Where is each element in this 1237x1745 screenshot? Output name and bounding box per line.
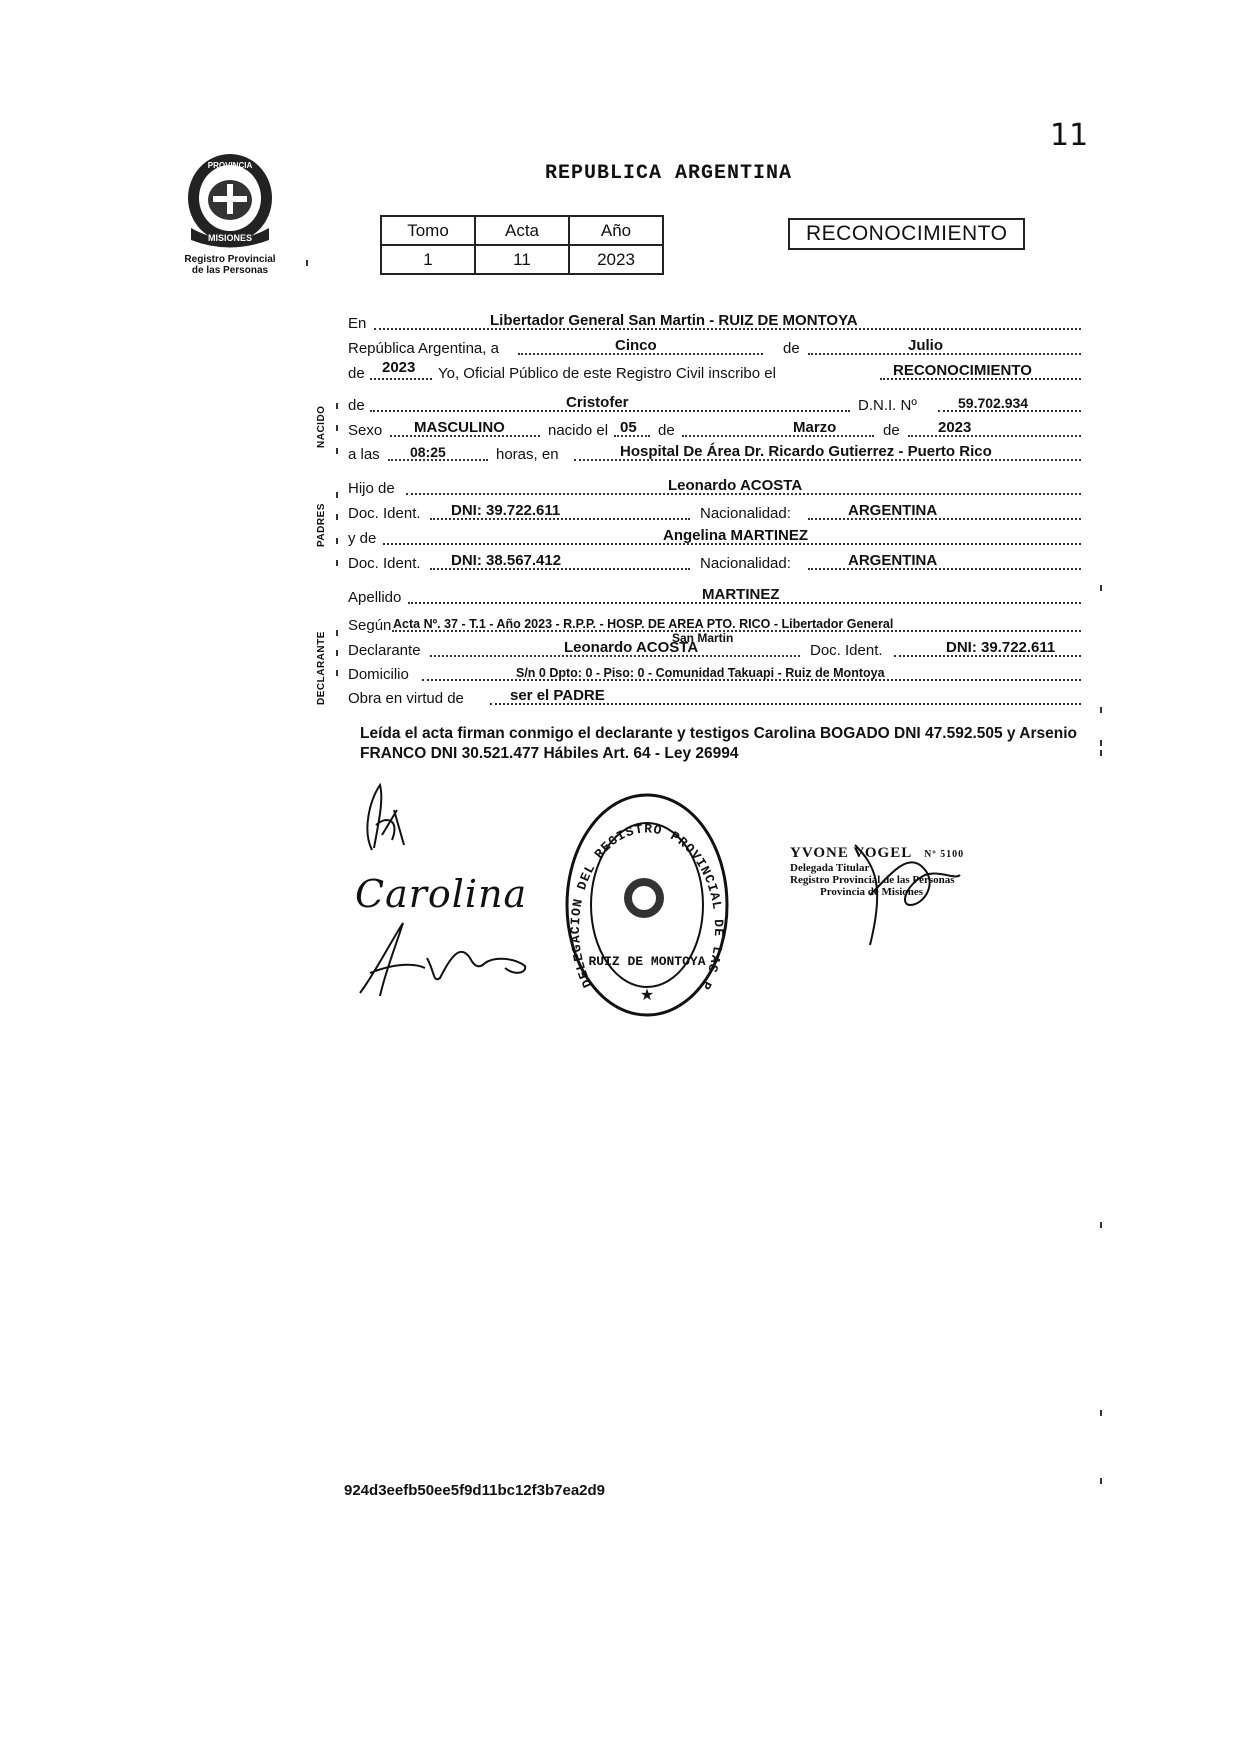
dni-label: D.N.I. Nº (858, 397, 917, 414)
row-inscribe (348, 360, 1081, 382)
name-value: Cristofer (566, 394, 629, 411)
row-madre (348, 525, 1081, 547)
mother-nat-label: Nacionalidad: (700, 555, 791, 572)
row-padre-doc (348, 500, 1081, 522)
side-label-nacido: NACIDO (316, 405, 327, 448)
apellido-value: MARTINEZ (702, 586, 780, 603)
row-date (348, 335, 1081, 357)
nacido-label: nacido el (548, 422, 609, 439)
mother-nat: ARGENTINA (848, 552, 938, 569)
father-name: Leonardo ACOSTA (668, 477, 803, 494)
republica-label: República Argentina, a (348, 340, 499, 357)
segun-value: Acta Nº. 37 - T.1 - Año 2023 - R.P.P. - HOSP. DE AREA PTO. RICO - Libertador General (393, 617, 894, 631)
declarante-value: Leonardo ACOSTA (564, 639, 699, 656)
page-number: 11 (1050, 118, 1089, 153)
row-domicilio (348, 661, 1081, 683)
row-hora (348, 441, 1081, 463)
act-type-box: RECONOCIMIENTO (788, 218, 1025, 250)
row-declarante (348, 631, 1081, 659)
father-nat: ARGENTINA (848, 502, 938, 519)
header-tomo: Tomo (381, 216, 475, 245)
svg-text:DELEGACION DEL REGISTRO PROVIN: DELEGACION DEL REGISTRO PROVINCIAL DE LAS P (567, 821, 727, 993)
hijo-label: Hijo de (348, 480, 395, 497)
sexo-label: Sexo (348, 422, 383, 439)
birth-de-label: de (658, 422, 675, 439)
reference-table (380, 215, 664, 275)
value-tomo: 1 (381, 245, 475, 274)
side-label-declarante: DECLARANTE (316, 631, 327, 705)
de-label: de (783, 340, 800, 357)
declarante-doc: DNI: 39.722.611 (946, 639, 1056, 656)
declarante-label: Declarante (348, 642, 421, 659)
registry-logo (170, 150, 290, 276)
birth-place: Hospital De Área Dr. Ricardo Gutierrez - Puerto Rico (620, 443, 992, 460)
stamp-province: Provincia de Misiones (820, 886, 924, 898)
stamp-name: YVONE VOGEL (790, 845, 912, 861)
row-padre (348, 475, 1081, 497)
signature-witness-arsenio (355, 918, 545, 998)
header-anio: Año (569, 216, 663, 245)
father-doc-label: Doc. Ident. (348, 505, 421, 522)
obra-label: Obra en virtud de (348, 690, 464, 707)
value-anio: 2023 (569, 245, 663, 274)
row-apellido (348, 584, 1081, 606)
de-year-label: de (348, 365, 365, 382)
stamp-role: Delegada Titular (790, 862, 870, 874)
official-signature (830, 835, 970, 955)
logo-caption-line1: Registro Provincial (184, 254, 276, 265)
mother-name: Angelina MARTINEZ (663, 527, 808, 544)
en-label: En (348, 315, 367, 332)
value-acta: 11 (475, 245, 569, 274)
yde-label: y de (348, 530, 377, 547)
birth-year: 2023 (938, 419, 972, 436)
document-title: REPUBLICA ARGENTINA (545, 162, 793, 185)
year-value: 2023 (382, 359, 416, 376)
birth-month: Marzo (793, 419, 837, 436)
obra-value: ser el PADRE (510, 687, 605, 704)
a-las-label: a las (348, 446, 380, 463)
row-en (348, 310, 1081, 332)
domicilio-value: S/n 0 Dpto: 0 - Piso: 0 - Comunidad Takuapi - Ruiz de Montoya (516, 666, 885, 680)
birth-day: 05 (620, 419, 637, 436)
svg-text:★: ★ (639, 987, 655, 1004)
header-acta: Acta (475, 216, 569, 245)
en-value: Libertador General San Martin - RUIZ DE MONTOYA (490, 312, 858, 329)
svg-text:MISIONES: MISIONES (207, 233, 252, 243)
row-nombre (348, 392, 1081, 414)
horas-label: horas, en (496, 446, 559, 463)
signature-declarante (352, 780, 422, 855)
oficial-text: Yo, Oficial Público de este Registro Civil inscribo el (438, 365, 776, 382)
row-obra (348, 685, 1081, 707)
father-nat-label: Nacionalidad: (700, 505, 791, 522)
mother-doc: DNI: 38.567.412 (451, 552, 562, 569)
side-label-padres: PADRES (316, 503, 327, 547)
sexo-value: MASCULINO (414, 419, 505, 436)
svg-text:PROVINCIA: PROVINCIA (207, 161, 252, 170)
row-madre-doc (348, 550, 1081, 572)
official-seal (562, 790, 732, 1025)
official-stamp (790, 845, 1040, 898)
stamp-number: Nº 5100 (924, 849, 965, 860)
month-value: Julio (908, 337, 944, 354)
row-sexo (348, 417, 1081, 439)
signature-witness-carolina: Carolina (355, 872, 528, 916)
mother-doc-label: Doc. Ident. (348, 555, 421, 572)
svg-text:RUIZ DE MONTOYA: RUIZ DE MONTOYA (588, 954, 706, 969)
dni-value: 59.702.934 (958, 395, 1029, 411)
day-value: Cinco (615, 337, 657, 354)
de-nombre-label: de (348, 397, 365, 414)
document-hash: 924d3eefb50ee5f9d11bc12f3b7ea2d9 (344, 1482, 606, 1499)
declarante-doc-label: Doc. Ident. (810, 642, 883, 659)
segun-value-cont: San Martin (672, 631, 734, 645)
signing-statement: Leída el acta firman conmigo el declarante y testigos Carolina BOGADO DNI 47.592.505 y Arsenio FRANCO DNI 30.521.477 Hábiles Art. 64 - Ley 26994 (360, 725, 1077, 762)
father-doc: DNI: 39.722.611 (451, 502, 561, 519)
inscribe-value: RECONOCIMIENTO (893, 362, 1032, 379)
logo-caption-line2: de las Personas (191, 265, 269, 276)
birth-time: 08:25 (410, 444, 446, 460)
birth-de2-label: de (883, 422, 900, 439)
segun-label: Según (348, 617, 392, 634)
stamp-registry: Registro Provincial de las Personas (790, 874, 955, 886)
domicilio-label: Domicilio (348, 666, 409, 683)
coat-of-arms-icon (183, 150, 278, 250)
apellido-label: Apellido (348, 589, 402, 606)
